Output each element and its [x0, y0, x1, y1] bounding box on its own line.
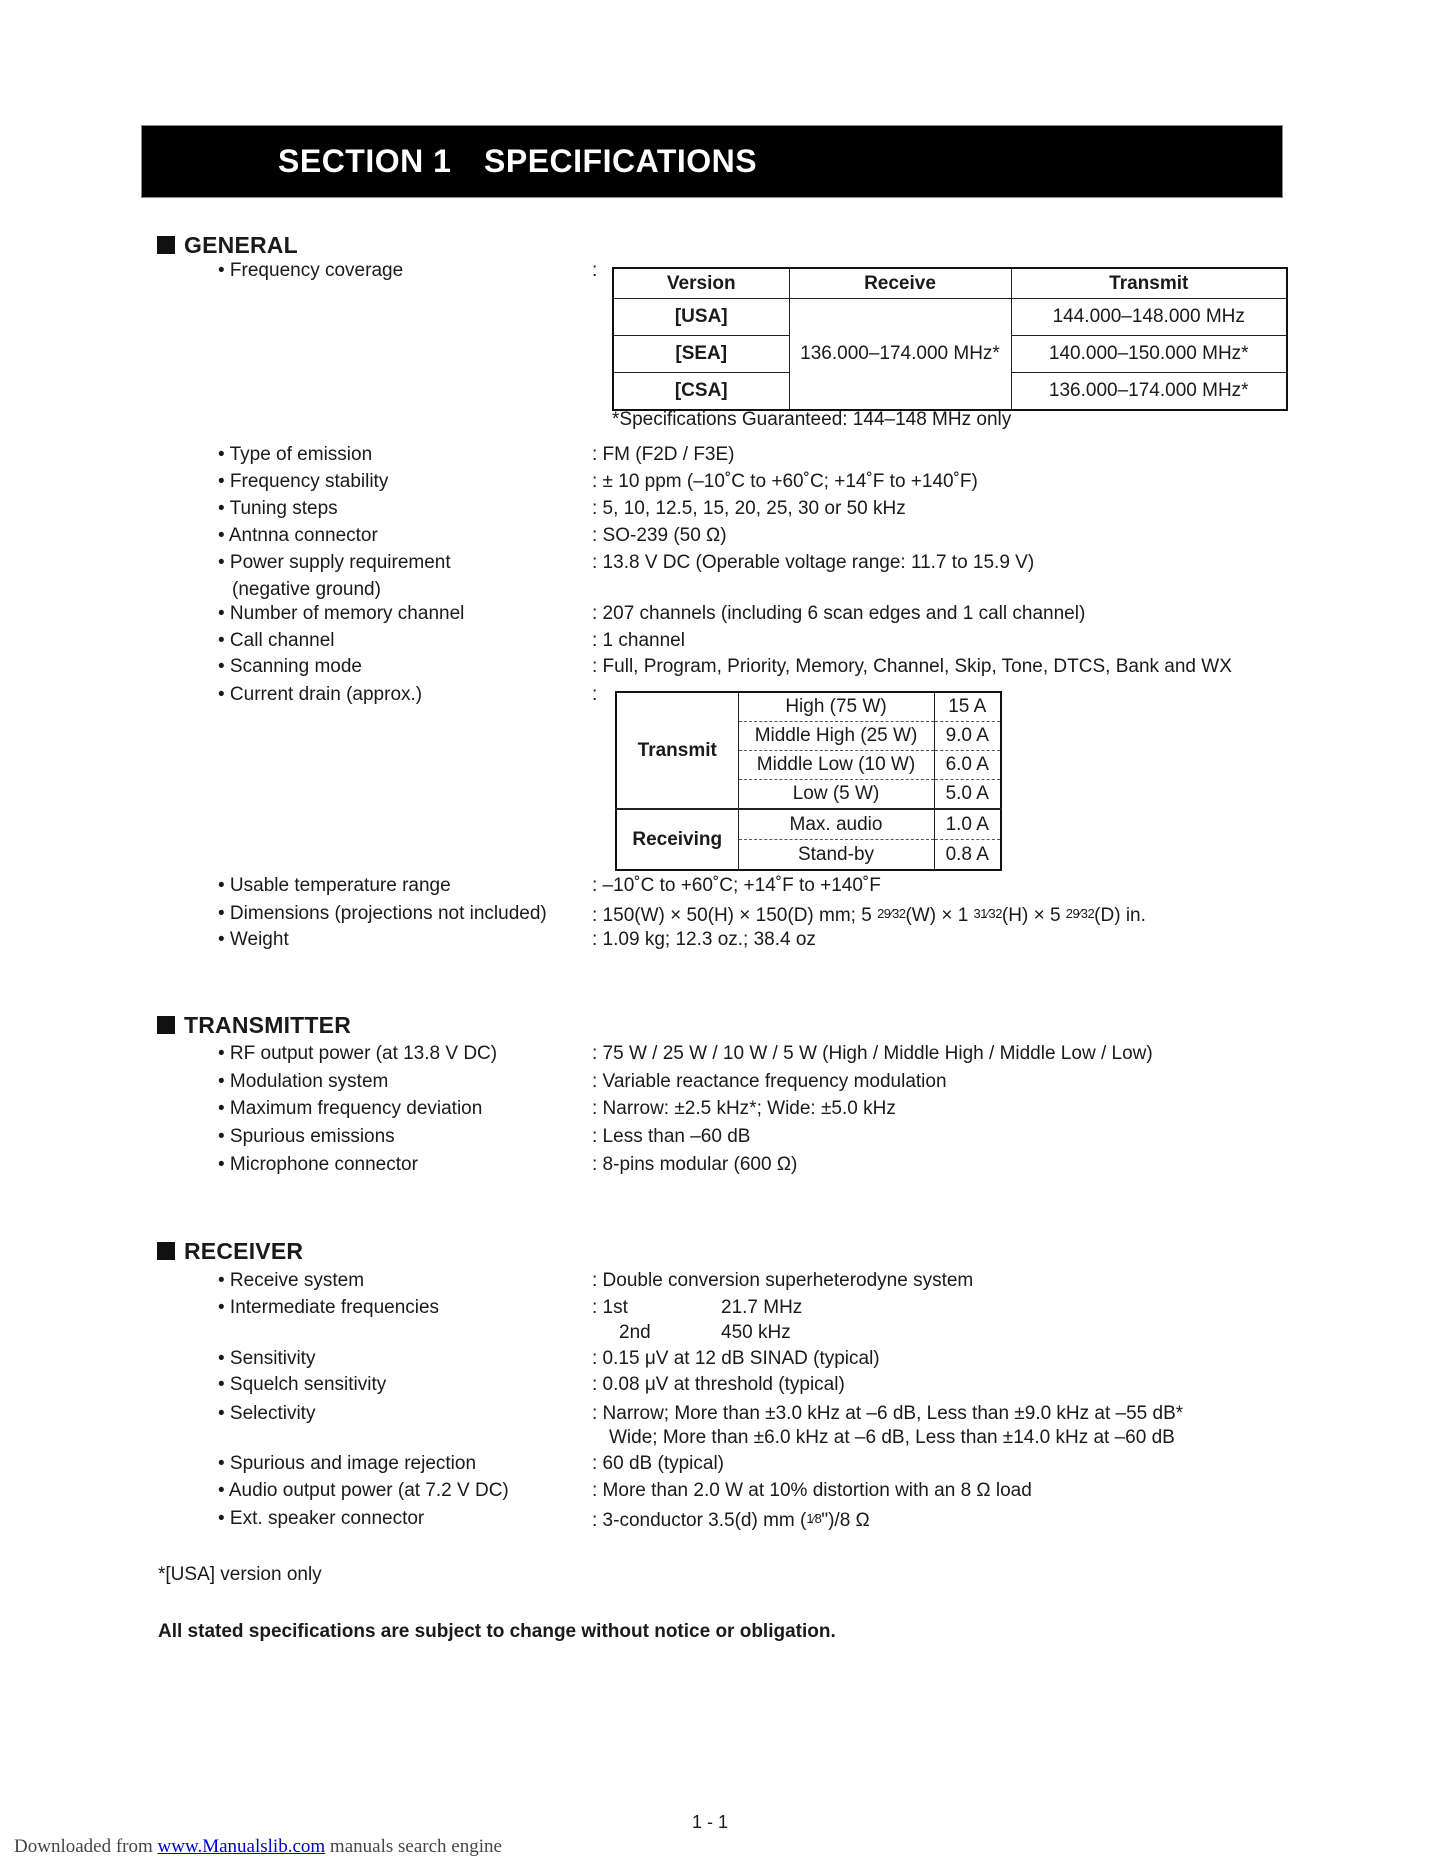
spec-row-max-frequency-deviation	[218, 1095, 1318, 1122]
spec-label: • Power supply requirement	[218, 552, 451, 573]
spec-row-selectivity-2	[218, 1424, 1318, 1451]
spec-row-audio-output-power	[218, 1477, 1318, 1504]
spec-value	[592, 1505, 870, 1534]
spec-value: : 0.08 μV at threshold (typical)	[592, 1374, 845, 1395]
drain-current: 15 A	[934, 692, 1001, 722]
spec-label: • Current drain (approx.)	[218, 684, 423, 705]
disclaimer-note: All stated specifications are subject to change without notice or obligation.	[158, 1621, 836, 1642]
heading-label: TRANSMITTER	[184, 1011, 352, 1038]
table-row	[616, 692, 1001, 722]
ext-text: : 3-conductor 3.5(d) mm (	[592, 1509, 807, 1531]
spec-label: • Modulation system	[218, 1071, 389, 1092]
version-usa: [USA]	[613, 299, 789, 336]
spec-row-antenna-connector	[218, 522, 1318, 549]
square-bullet-icon	[157, 1242, 175, 1260]
manualslib-link[interactable]: www.Manualslib.com	[157, 1836, 326, 1857]
spec-row-rf-output-power	[218, 1040, 1318, 1067]
dim-fraction: 29⁄32	[877, 906, 906, 921]
spec-row-scanning-mode	[218, 653, 1318, 680]
spec-value: : 1 channel	[592, 630, 685, 651]
square-bullet-icon	[157, 236, 175, 254]
spec-label: • Dimensions (projections not included)	[218, 903, 547, 924]
drain-current: 9.0 A	[934, 722, 1001, 751]
dim-fraction: 29⁄32	[1065, 906, 1095, 921]
table-row	[613, 299, 1287, 336]
spec-value: : 13.8 V DC (Operable voltage range: 11.7 to 15.9 V)	[592, 552, 1035, 573]
spec-row-type-of-emission	[218, 441, 1318, 468]
dim-text: (H) × 5	[1001, 904, 1066, 926]
spec-label: • Number of memory channel	[218, 603, 465, 624]
spec-label: • Tuning steps	[218, 498, 338, 519]
spec-label: • Sensitivity	[218, 1348, 316, 1369]
section-title-bar	[141, 125, 1283, 198]
ext-text: ")/8 Ω	[821, 1509, 870, 1531]
drain-mode: Stand-by	[738, 840, 934, 871]
spec-label: • Spurious emissions	[218, 1126, 395, 1147]
spec-value: : 75 W / 25 W / 10 W / 5 W (High / Middle High / Middle Low / Low)	[592, 1043, 1153, 1064]
spec-value: : 1.09 kg; 12.3 oz.; 38.4 oz	[592, 929, 816, 950]
spec-label: • RF output power (at 13.8 V DC)	[218, 1043, 498, 1064]
spec-row-sensitivity	[218, 1345, 1318, 1372]
spec-value: : Narrow; More than ±3.0 kHz at –6 dB, Less than ±9.0 kHz at –55 dB*	[592, 1403, 1184, 1424]
spec-row-negative-ground	[218, 576, 1318, 603]
spec-row-ext-speaker-connector	[218, 1505, 1318, 1532]
spec-value: : ± 10 ppm (–10˚C to +60˚C; +14˚F to +140˚F)	[592, 471, 978, 492]
drain-transmit-label: Transmit	[616, 692, 738, 809]
if-first-value: 21.7 MHz	[721, 1297, 803, 1318]
spec-label: • Usable temperature range	[218, 875, 451, 896]
heading-label: GENERAL	[184, 231, 298, 258]
drain-current: 1.0 A	[934, 809, 1001, 840]
drain-mode: Low (5 W)	[738, 780, 934, 810]
receive-range: 136.000–174.000 MHz*	[789, 299, 1011, 411]
spec-label: • Type of emission	[218, 444, 373, 465]
if-second-label: 2nd	[619, 1322, 651, 1343]
square-bullet-icon	[157, 1016, 175, 1034]
drain-mode: Middle Low (10 W)	[738, 751, 934, 780]
version-table	[612, 267, 1288, 411]
if-second-value: 450 kHz	[721, 1322, 791, 1343]
spec-row-spurious-emissions	[218, 1123, 1318, 1150]
section-number: SECTION 1	[278, 143, 452, 179]
spec-value: : 8-pins modular (600 Ω)	[592, 1154, 798, 1175]
drain-mode: High (75 W)	[738, 692, 934, 722]
spec-value: : Narrow: ±2.5 kHz*; Wide: ±5.0 kHz	[592, 1098, 896, 1119]
spec-value: : –10˚C to +60˚C; +14˚F to +140˚F	[592, 875, 881, 896]
drain-mode: Middle High (25 W)	[738, 722, 934, 751]
ext-fraction: 1⁄8	[806, 1511, 822, 1526]
col-header-transmit: Transmit	[1011, 268, 1287, 299]
spec-row-weight	[218, 926, 1318, 953]
spec-label: • Intermediate frequencies	[218, 1297, 440, 1318]
spec-row-modulation-system	[218, 1068, 1318, 1095]
spec-value-continued: Wide; More than ±6.0 kHz at –6 dB, Less than ±14.0 kHz at –60 dB	[609, 1427, 1175, 1448]
dim-fraction: 31⁄32	[973, 906, 1002, 921]
footer-text: manuals search engine	[325, 1836, 502, 1857]
drain-mode: Max. audio	[738, 809, 934, 840]
usa-version-note: *[USA] version only	[158, 1564, 322, 1585]
table-row	[616, 809, 1001, 840]
spec-row-call-channel	[218, 627, 1318, 654]
transmit-range-csa: 136.000–174.000 MHz*	[1011, 373, 1287, 411]
spec-colon: :	[592, 684, 598, 705]
transmit-range-usa: 144.000–148.000 MHz	[1011, 299, 1287, 336]
drain-current: 5.0 A	[934, 780, 1001, 810]
spec-row-selectivity	[218, 1400, 1318, 1427]
spec-label: • Selectivity	[218, 1403, 316, 1424]
transmitter-heading	[157, 1011, 351, 1039]
spec-value: : 207 channels (including 6 scan edges and 1 call channel)	[592, 603, 1086, 624]
spec-label: • Squelch sensitivity	[218, 1374, 387, 1395]
spec-sublabel: (negative ground)	[232, 579, 381, 600]
dim-text: : 150(W) × 50(H) × 150(D) mm; 5	[592, 904, 878, 926]
drain-current: 0.8 A	[934, 840, 1001, 871]
spec-row-frequency-stability	[218, 468, 1318, 495]
spec-value: : SO-239 (50 Ω)	[592, 525, 727, 546]
version-sea: [SEA]	[613, 336, 789, 373]
spec-row-receive-system	[218, 1267, 1318, 1294]
spec-row-microphone-connector	[218, 1151, 1318, 1178]
spec-label: • Ext. speaker connector	[218, 1508, 425, 1529]
if-first-label: : 1st	[592, 1297, 628, 1318]
spec-label: • Spurious and image rejection	[218, 1453, 477, 1474]
spec-label: • Call channel	[218, 630, 335, 651]
dim-text: (W) × 1	[905, 904, 974, 926]
spec-label: • Antnna connector	[218, 525, 378, 546]
spec-row-intermediate-frequencies	[218, 1294, 1318, 1321]
version-table-header-row	[613, 268, 1287, 299]
spec-label: • Microphone connector	[218, 1154, 418, 1175]
spec-value: : Variable reactance frequency modulation	[592, 1071, 947, 1092]
spec-label: • Maximum frequency deviation	[218, 1098, 483, 1119]
spec-value: : More than 2.0 W at 10% distortion with an 8 Ω load	[592, 1480, 1032, 1501]
spec-value: : Less than –60 dB	[592, 1126, 751, 1147]
spec-value: : 60 dB (typical)	[592, 1453, 724, 1474]
spec-value: : Double conversion superheterodyne system	[592, 1270, 974, 1291]
current-drain-table	[615, 691, 1002, 871]
spec-value: : 5, 10, 12.5, 15, 20, 25, 30 or 50 kHz	[592, 498, 906, 519]
spec-row-spurious-image-rejection	[218, 1450, 1318, 1477]
drain-receiving-label: Receiving	[616, 809, 738, 870]
receiver-heading	[157, 1237, 303, 1265]
spec-value	[592, 900, 1146, 929]
spec-row-usable-temperature	[218, 872, 1318, 899]
col-header-version: Version	[613, 268, 789, 299]
spec-colon: :	[592, 260, 598, 281]
col-header-receive: Receive	[789, 268, 1011, 299]
watermark-footer	[14, 1836, 502, 1858]
spec-row-intermediate-frequencies-2	[218, 1319, 1318, 1346]
drain-current: 6.0 A	[934, 751, 1001, 780]
spec-row-memory-channels	[218, 600, 1318, 627]
page-title: SPECIFICATIONS	[484, 143, 758, 179]
general-heading	[157, 231, 298, 259]
spec-row-tuning-steps	[218, 495, 1318, 522]
spec-value: : FM (F2D / F3E)	[592, 444, 735, 465]
spec-label: • Frequency coverage	[218, 260, 404, 281]
version-csa: [CSA]	[613, 373, 789, 411]
spec-row-squelch-sensitivity	[218, 1371, 1318, 1398]
spec-value: : 0.15 μV at 12 dB SINAD (typical)	[592, 1348, 880, 1369]
spec-label: • Scanning mode	[218, 656, 362, 677]
spec-label: • Audio output power (at 7.2 V DC)	[218, 1480, 509, 1501]
page-number: 1 - 1	[691, 1812, 729, 1832]
spec-value: : Full, Program, Priority, Memory, Channel, Skip, Tone, DTCS, Bank and WX	[592, 656, 1232, 677]
dim-text: (D) in.	[1094, 904, 1146, 926]
spec-label: • Receive system	[218, 1270, 365, 1291]
spec-row-dimensions	[218, 900, 1318, 927]
spec-row-power-supply	[218, 549, 1318, 576]
footer-text: Downloaded from	[14, 1836, 158, 1857]
spec-label: • Frequency stability	[218, 471, 389, 492]
heading-label: RECEIVER	[184, 1237, 304, 1264]
spec-label: • Weight	[218, 929, 289, 950]
transmit-range-sea: 140.000–150.000 MHz*	[1011, 336, 1287, 373]
version-table-footnote: *Specifications Guaranteed: 144–148 MHz only	[612, 409, 1012, 430]
